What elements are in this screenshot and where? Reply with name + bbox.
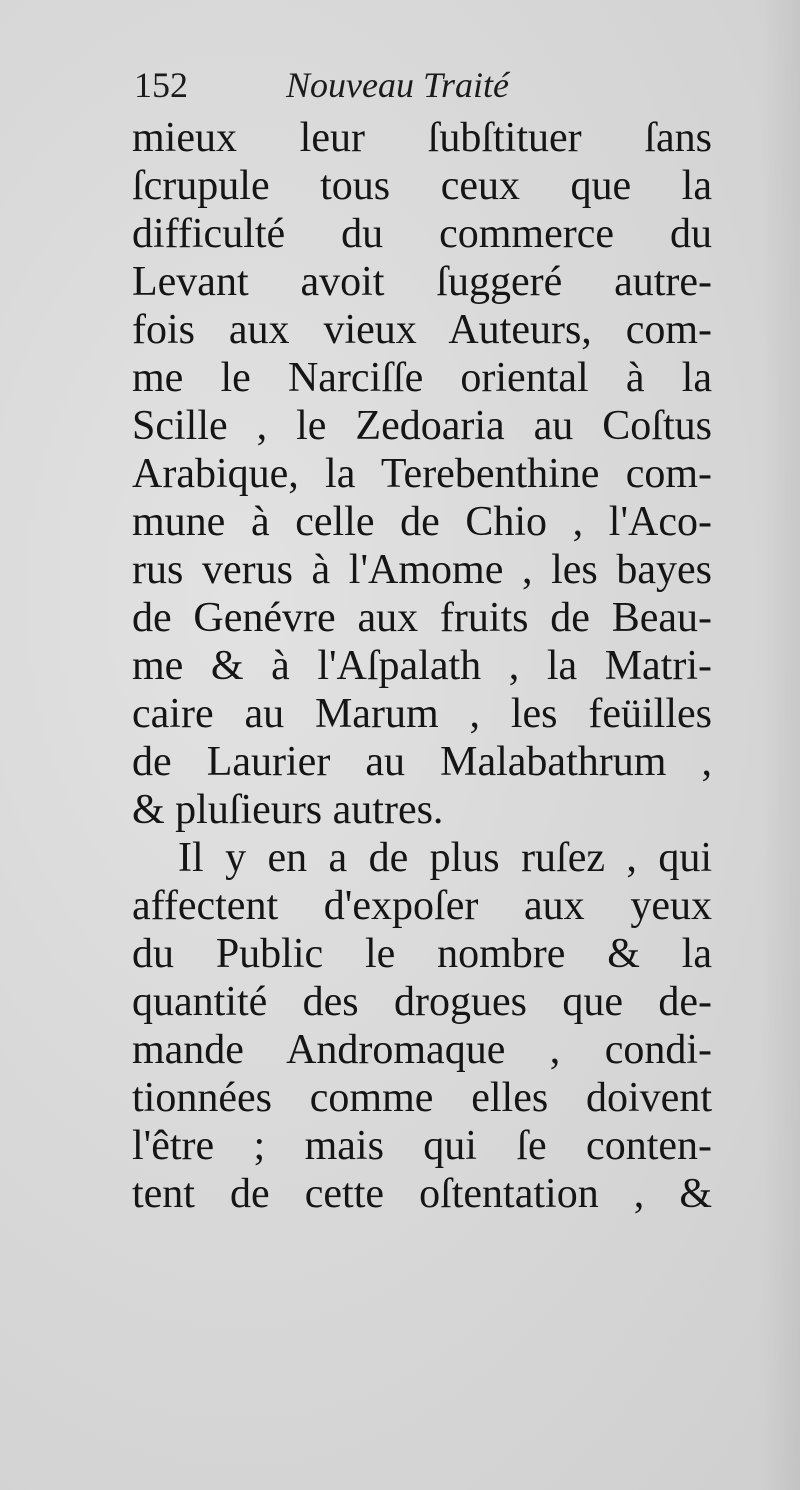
- text-line: tent de cette oſtentation , &: [132, 1171, 712, 1217]
- text-line: me le Narciſſe oriental à la: [132, 355, 712, 401]
- text-line: mune à celle de Chio , l'Aco-: [132, 499, 712, 545]
- text-line: du Public le nombre & la: [132, 931, 712, 977]
- text-line: rus verus à l'Amome , les bayes: [132, 547, 712, 593]
- text-line: me & à l'Aſpalath , la Matri-: [132, 643, 712, 689]
- text-line: Arabique, la Terebenthine com-: [132, 451, 712, 497]
- text-line: ſcrupule tous ceux que la: [132, 163, 712, 209]
- text-line-paragraph-start: Il y en a de plus ruſez , qui: [178, 835, 712, 881]
- text-line: de Laurier au Malabathrum ,: [132, 739, 712, 785]
- text-line: de Genévre aux fruits de Beau-: [132, 595, 712, 641]
- text-line: l'être ; mais qui ſe conten-: [132, 1123, 712, 1169]
- text-line-paragraph-end: & pluſieurs autres.: [132, 787, 444, 833]
- running-head: [134, 64, 694, 108]
- text-line: fois aux vieux Auteurs, com-: [132, 307, 712, 353]
- text-line: caire au Marum , les feüilles: [132, 691, 712, 737]
- text-line: quantité des drogues que de-: [132, 979, 712, 1025]
- text-line: tionnées comme elles doivent: [132, 1075, 712, 1121]
- body-text: [132, 114, 712, 1218]
- text-line: mande Andromaque , condi-: [132, 1027, 712, 1073]
- text-line: affectent d'expoſer aux yeux: [132, 883, 712, 929]
- running-title: Nouveau Traité: [286, 65, 509, 105]
- page-number: 152: [134, 65, 188, 105]
- page-edge-shadow: [760, 0, 800, 1490]
- text-line: mieux leur ſubſtituer ſans: [132, 115, 712, 161]
- text-line: Scille , le Zedoaria au Coſtus: [132, 403, 712, 449]
- text-line: difficulté du commerce du: [132, 211, 712, 257]
- text-line: Levant avoit ſuggeré autre-: [132, 259, 712, 305]
